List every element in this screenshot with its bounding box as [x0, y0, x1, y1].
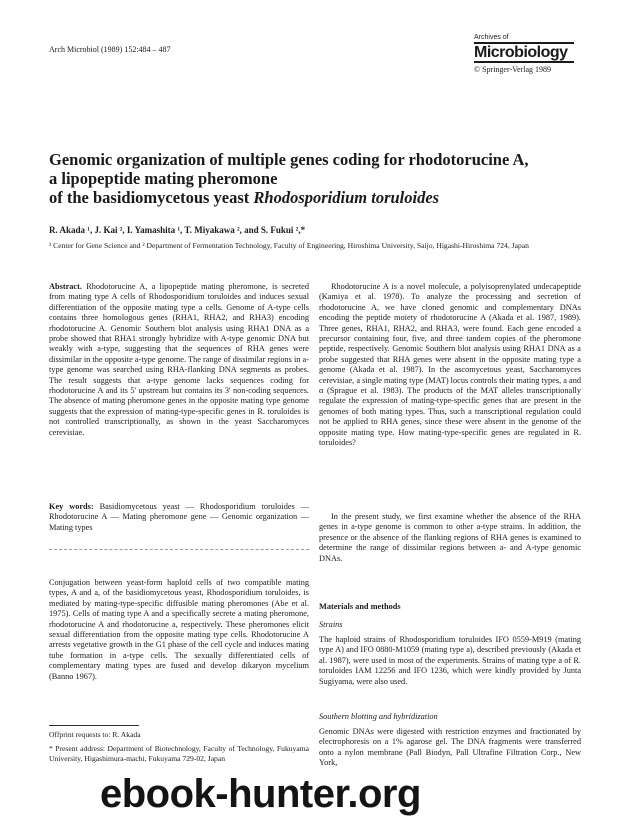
abstract-label: Abstract.	[49, 282, 82, 291]
keywords-text: Basidiomycetous yeast — Rhodosporidium toruloides — Rhodotorucine A — Mating pheromone gene — Genomic organization — Mating types	[49, 502, 310, 532]
title-line-2: a lipopeptide mating pheromone	[49, 169, 278, 188]
subheading-strains: Strains	[319, 620, 343, 629]
introduction-para-1: Rhodotorucine A is a novel molecule, a polyisoprenylated undecapeptide (Kamiya et al. 1978). To analyze the processing and secretion of rhodotorucine A, we have cloned genomic and complementary DNAs encoding the peptide moiety of rhodotorucine A (Akada et al. 1987, 1989). Three genes, RHA1, RHA2, and RHA3, were found. Each gene encoded a precursor containing four, five, and three tandem copies of the pheromone peptide, respectively. Genomic Southern blot analysis using RHA1 DNA as a probe suggested that RHA genes were absent in the opposite mating type a genome (Akada et al. 1987). In the ascomycetous yeast, Saccharomyces cerevisiae, a single mating type (MAT) locus controls their mating types, a and α (Sprague et al. 1983). The products of the MAT alleles transcriptionally regulate the expression of mating-type-specific genes that are present in the genomes of both mating types. Thus, such a transcriptional regulation could not be applied to RHA genes, since these were absent in the genome of the opposite mating type. How mating-type-specific genes are regulated in R. toruloides?	[319, 282, 581, 448]
abstract	[49, 282, 309, 438]
title-species: Rhodosporidium toruloides	[253, 188, 440, 207]
section-heading: Materials and methods	[319, 602, 401, 611]
journal-logo	[474, 34, 574, 74]
footnote-divider	[49, 725, 139, 726]
keywords-label: Key words:	[49, 502, 94, 511]
title-line-3	[49, 188, 579, 207]
footnote-offprint: Offprint requests to: R. Akada	[49, 730, 141, 739]
authors: R. Akada ¹, J. Kai ², I. Yamashita ¹, T. Miyakawa ², and S. Fukui ²,*	[49, 225, 306, 235]
journal-citation: Arch Microbiol (1989) 152:484 – 487	[49, 45, 171, 54]
affiliation: ¹ Center for Gene Science and ² Department of Fermentation Technology, Faculty of Engineering, Hiroshima University, Saijo, Higashi-Hiroshima 724, Japan	[49, 241, 529, 250]
watermark: ebook-hunter.org	[100, 772, 421, 816]
title-line-3-prefix: of the basidiomycetous yeast	[49, 188, 250, 207]
abstract-text: Rhodotorucine A, a lipopeptide mating pheromone, is secreted from mating type A cells of Rhodosporidium toruloides and induces sexual differentiation of the opposite mating type a cells. Genome of A-type cells contains three homologous genes (RHA1, RHA2, and RHA3) encoding rhodotorucine A. Genomic Southern blot analysis using RHA1 DNA as a probe showed that RHA1 strongly hybridize with A-type genomic DNA but weakly with a-type, suggesting that the sequences of RHA genes were dissimilar in the opposite a-type genome. The range of dissimilar regions in a-type genome was searched using RHA-flanking DNA segments as probes. The result suggests that a-type genome lacks sequences coding for rhodotorucine A and its 5' upstream but contains its 3' non-coding sequences. The absence of mating pheromone genes in the opposite mating type genome suggests that the expression of mating-type-specific genes in R. toruloides is not controlled transcriptionally, as shown in the yeast Saccharomyces cerevisiae.	[49, 282, 309, 437]
strains-text: The haploid strains of Rhodosporidium toruloides IFO 0559-M919 (mating type A) and IFO 0880-M1059 (mating type a), described previously (Akada et al. 1987), were used in most of the experiments. Strains of mating type a of R. toruloides IAM 12256 and IFO 1236, which were kindly provided by Junta Sugiyama, were also used.	[319, 635, 581, 686]
southern-text: Genomic DNAs were digested with restriction enzymes and fractionated by electrophoresis on a 1% agarose gel. The DNA fragments were transferred onto a nylon membrane (Pall Biodyn, Pall Ultrafine Filtration Corp., New York,	[319, 727, 581, 768]
copyright: © Springer-Verlag 1989	[474, 65, 552, 74]
article-title	[49, 150, 579, 207]
title-line-1: Genomic organization of multiple genes coding for rhodotorucine A,	[49, 150, 529, 169]
journal-logo-name: Microbiology	[474, 42, 574, 63]
keywords	[49, 502, 309, 533]
footnote-present-address: * Present address: Department of Biotechnology, Faculty of Technology, Fukuyama University, Higashimura-machi, Fukuyama 729-02, Japan	[49, 744, 309, 763]
subheading-southern: Southern blotting and hybridization	[319, 712, 438, 721]
introduction-para-2: In the present study, we first examine whether the absence of the RHA genes in a-type genome is common to other a-type strains. In addition, the presence or the absence of the flanking regions of RHA genes is examined to determine the range of dissimilar regions between a- and A-type genomic DNAs.	[319, 512, 581, 563]
introduction-left: Conjugation between yeast-form haploid cells of two compatible mating types, A and a, of the basidiomycetous yeast, Rhodosporidium toruloides, is mediated by mating-type-specific diffusible mating pheromones (Abe et al. 1975). Cells of mating type A and a specifically secrete a mating pheromone, rhodotorucine A and rhodotorucine a, respectively. These pheromones elicit sexual differentiation from the opposite mating type cells. Rhodotorucine A arrests vegetative growth in the G1 phase of the cell cycle and induces mating tube formation in a-type cells. The sexually differentiated cells of complementary mating types are fused and develop dikaryon mycelium (Banno 1967).	[49, 578, 309, 681]
journal-logo-top: Archives of	[474, 34, 509, 41]
divider	[49, 549, 309, 550]
